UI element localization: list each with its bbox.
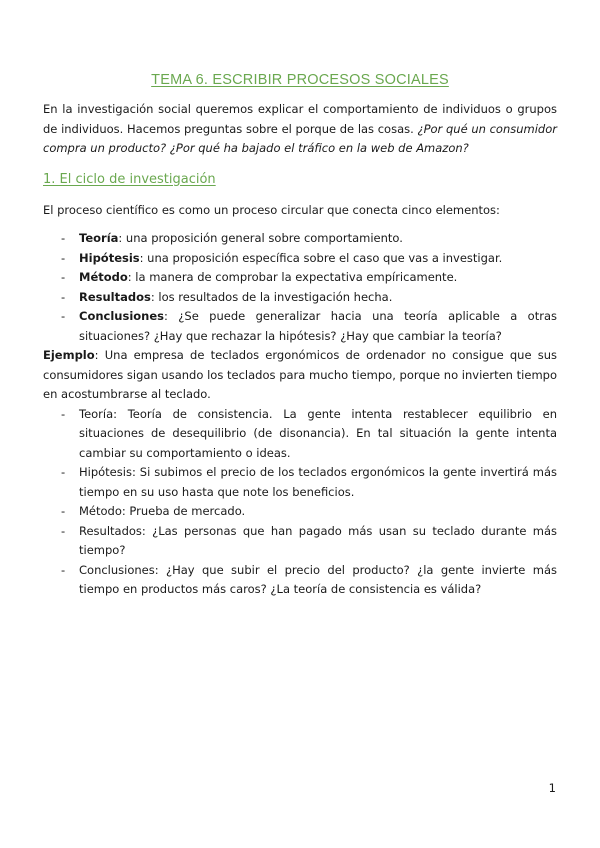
list-item [61,502,557,522]
dash-bullet: - [61,523,66,538]
example-item-text: Conclusiones: ¿Hay que subir el precio del producto? ¿la gente invierte más tiempo en productos más caros? ¿La teoría de consistencia es válida? [79,562,557,596]
dash-bullet: - [61,562,66,577]
dash-bullet: - [61,250,66,265]
example-text: : Una empresa de teclados ergonómicos de ordenador no consigue que sus consumidores sigan usando los teclados para mucho tiempo, porque no invierten tiempo en acostumbrarse al teclado. [43,348,557,401]
term: Resultados [79,289,151,304]
example-label: Ejemplo [43,348,95,362]
dash-bullet: - [61,231,66,245]
dash-bullet: - [61,270,66,284]
definition: : ¿Se puede generalizar hacia una teoría aplicable a otras situaciones? ¿Hay que rechazar la hipótesis? ¿Hay que cambiar la teoría? [79,309,557,343]
document-page [43,72,557,600]
example-item-text: Teoría: Teoría de consistencia. La gente intenta restablecer equilibrio en situaciones de desequilibrio (de disonancia). En tal situación la gente intenta cambiar su comportamiento o ideas. [79,406,557,460]
page-number: 1 [548,781,556,795]
definition: : los resultados de la investigación hecha. [150,289,393,304]
dash-bullet: - [61,309,66,323]
list-item-teoria [61,229,557,249]
dash-bullet: - [61,504,66,518]
list-item-conclusiones [61,307,557,346]
list-item [61,405,557,464]
example-item-text: Hipótesis: Si subimos el precio de los teclados ergonómicos la gente invertirá más tiempo en su uso hasta que note los beneficios. [79,465,557,499]
list-item-metodo [61,268,557,288]
dash-bullet: - [61,406,66,421]
intro-questions: ¿Por qué un consumidor compra un producto? ¿Por qué ha bajado el tráfico en la web de Amazon? [43,121,557,155]
section-lead: El proceso científico es como un proceso circular que conecta cinco elementos: [43,202,500,217]
intro-text: En la investigación social queremos explicar el comportamiento de individuos o grupos de individuos. Hacemos preguntas sobre el porque de las cosas. [43,102,557,136]
list-item-resultados [61,288,557,308]
definition: : la manera de comprobar la expectativa empíricamente. [127,270,458,284]
term: Teoría [79,231,119,245]
example-item-text: Resultados: ¿Las personas que han pagado más usan su teclado durante más tiempo? [79,523,557,557]
section-heading-ciclo: 1. El ciclo de investigación [43,171,216,187]
example-paragraph [43,346,557,405]
intro-paragraph [43,100,557,159]
term: Hipótesis [79,250,140,265]
dash-bullet: - [61,465,66,479]
definition: : una proposición específica sobre el caso que vas a investigar. [139,250,503,265]
example-item-text: Método: Prueba de mercado. [79,504,246,518]
dash-bullet: - [61,289,66,304]
document-title: TEMA 6. ESCRIBIR PROCESOS SOCIALES [151,72,449,88]
term: Conclusiones [79,309,164,323]
term: Método [79,270,128,284]
definition: : una proposición general sobre comportamiento. [118,231,403,245]
cycle-elements-list [43,229,557,346]
list-item-hipotesis [61,249,557,269]
list-item [61,463,557,502]
example-list [43,405,557,600]
list-item [61,522,557,561]
list-item [61,561,557,600]
